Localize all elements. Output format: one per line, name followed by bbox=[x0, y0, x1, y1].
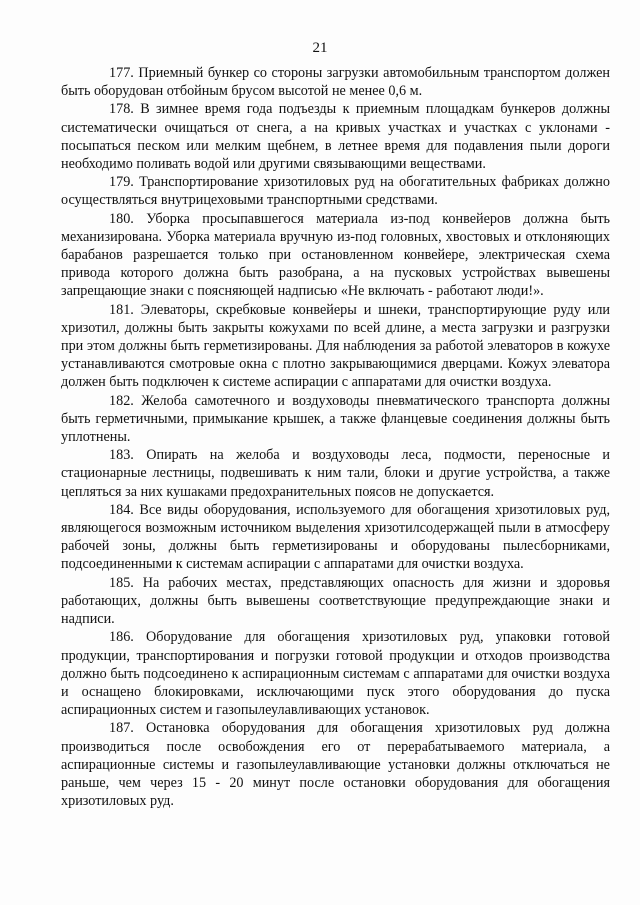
paragraph-186: 186. Оборудование для обогащения хризотиловых руд, упаковки готовой продукции, транспортирования и погрузки готовой продукции и отходов производства должно быть подсоединено к аспирационным системам с аппаратами для очистки воздуха и оснащено блокировками, исключающими пуск этого оборудования до пуска аспирационных систем и газопылеулавливающих установок. bbox=[61, 629, 610, 719]
paragraph-181: 181. Элеваторы, скребковые конвейеры и шнеки, транспортирующие руду или хризотил, должны быть закрыты кожухами по всей длине, а места загрузки и разгрузки при этом должны быть герметизированы. Для наблюдения за работой элеваторов в кожухе устанавливаются смотровые окна с плотно закрывающимися дверцами. Кожух элеватора должен быть подключен к системе аспирации с аппаратами для очистки воздуха. bbox=[61, 301, 610, 391]
paragraph-180: 180. Уборка просыпавшегося материала из-под конвейеров должна быть механизирована. Уборка материала вручную из-под головных, хвостовых и отклоняющих барабанов разрешается только при остановленном конвейере, электрическая схема привода которого должна быть разобрана, а на пусковых устройствах вывешены запрещающие знаки с поясняющей надписью «Не включать - работают люди!». bbox=[61, 210, 610, 300]
paragraph-184: 184. Все виды оборудования, используемого для обогащения хризотиловых руд, являющегося возможным источником выделения хризотилсодержащей пыли в атмосферу рабочей зоны, должны быть герметизированы и оборудованы пылесборниками, подсоединенными к системам аспирации с аппаратами для очистки воздуха. bbox=[61, 501, 610, 573]
page-number: 21 bbox=[312, 40, 328, 56]
paragraph-187: 187. Остановка оборудования для обогащения хризотиловых руд должна производиться после освобождения его от перерабатываемого материала, а аспирационные системы и газопылеулавливающие установки должны отключаться не раньше, чем через 15 - 20 минут после остановки оборудования для обогащения хризотиловых руд. bbox=[61, 720, 610, 810]
paragraph-177: 177. Приемный бункер со стороны загрузки автомобильным транспортом должен быть оборудован отбойным брусом высотой не менее 0,6 м. bbox=[61, 65, 610, 100]
paragraph-179: 179. Транспортирование хризотиловых руд на обогатительных фабриках должно осуществляться внутрицеховыми транспортными средствами. bbox=[61, 174, 610, 209]
document-body bbox=[61, 64, 610, 810]
paragraph-182: 182. Желоба самотечного и воздуховоды пневматического транспорта должны быть герметичными, примыкание крышек, а также фланцевые соединения должны быть уплотнены. bbox=[61, 392, 610, 446]
paragraph-185: 185. На рабочих местах, представляющих опасность для жизни и здоровья работающих, должны быть вывешены соответствующие предупреждающие знаки и надписи. bbox=[61, 574, 610, 628]
paragraph-178: 178. В зимнее время года подъезды к приемным площадкам бункеров должны систематически очищаться от снега, а на кривых участках и участках с уклонами - посыпаться песком или мелким щебнем, в летнее время для подавления пыли дороги необходимо поливать водой или другими связывающими веществами. bbox=[61, 101, 610, 173]
paragraph-183: 183. Опирать на желоба и воздуховоды леса, подмости, переносные и стационарные лестницы, подвешивать к ним тали, блоки и другие устройства, а также цепляться за них кушаками предохранительных поясов не допускается. bbox=[61, 447, 610, 500]
